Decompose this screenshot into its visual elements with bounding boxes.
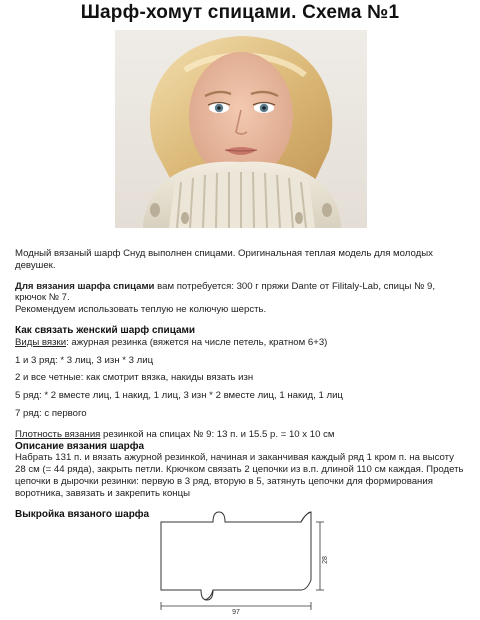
row-instruction: 7 ряд: с первого (15, 407, 87, 419)
materials-text: вам потребуется: 300 г пряжи Dante от Filitaly-Lab, спицы № 9, крючок № 7. (15, 280, 436, 304)
stitch-types-line (15, 337, 467, 349)
row-instruction: 2 и все четные: как смотрит вязка, накиды вязать изн (15, 372, 254, 384)
article-body (15, 248, 467, 520)
materials-paragraph (15, 281, 467, 305)
density-line (15, 429, 467, 441)
density-link[interactable]: Плотность вязания (15, 428, 101, 440)
density-text: резинкой на спицах № 9: 13 п. и 15.5 р. = 10 х 10 см (100, 428, 335, 440)
row-instruction: 5 ряд: * 2 вместе лиц, 1 накид, 1 лиц, 3 изн * 2 вместе лиц, 1 накид, 1 лиц (15, 390, 343, 402)
height-dimension-label: 28 (322, 556, 329, 564)
intro-paragraph: Модный вязаный шарф Снуд выполнен спицами. Оригинальная теплая модель для молодых девушек. (15, 248, 433, 271)
stitch-types-link[interactable]: Виды вязки (15, 336, 67, 348)
pattern-heading: Выкройка вязаного шарфа (15, 508, 150, 520)
description-paragraph: Набрать 131 п. и вязать ажурной резинкой, начиная и заканчивая каждый ряд 1 кром п. на высоту 28 см (= 44 ряда), закрыть петли. Крючком связать 2 цепочки из в.п. длиной 110 см каждая. Продеть цепочки в дырочки резинки: первую в 3 ряд, вторую в 5, затянуть цепочки для формирования воротника, завязать и закрепить концы (15, 452, 464, 499)
description-heading: Описание вязания шарфа (15, 440, 145, 452)
how-to-heading: Как связать женский шарф спицами (15, 324, 196, 336)
materials-label: Для вязания шарфа спицами (15, 280, 155, 292)
recommendation-text: Рекомендуем использовать теплую не колючую шерсть. (15, 304, 267, 316)
model-photo (115, 30, 367, 228)
scarf-pattern-diagram (155, 508, 335, 614)
row-instruction: 1 и 3 ряд: * 3 лиц, 3 изн * 3 лиц (15, 354, 154, 366)
page-title: Шарф-хомут спицами. Схема №1 (80, 2, 400, 23)
stitch-types-text: : ажурная резинка (вяжется на числе петель, кратном 6+3) (66, 336, 328, 348)
width-dimension-label: 97 (232, 609, 240, 614)
